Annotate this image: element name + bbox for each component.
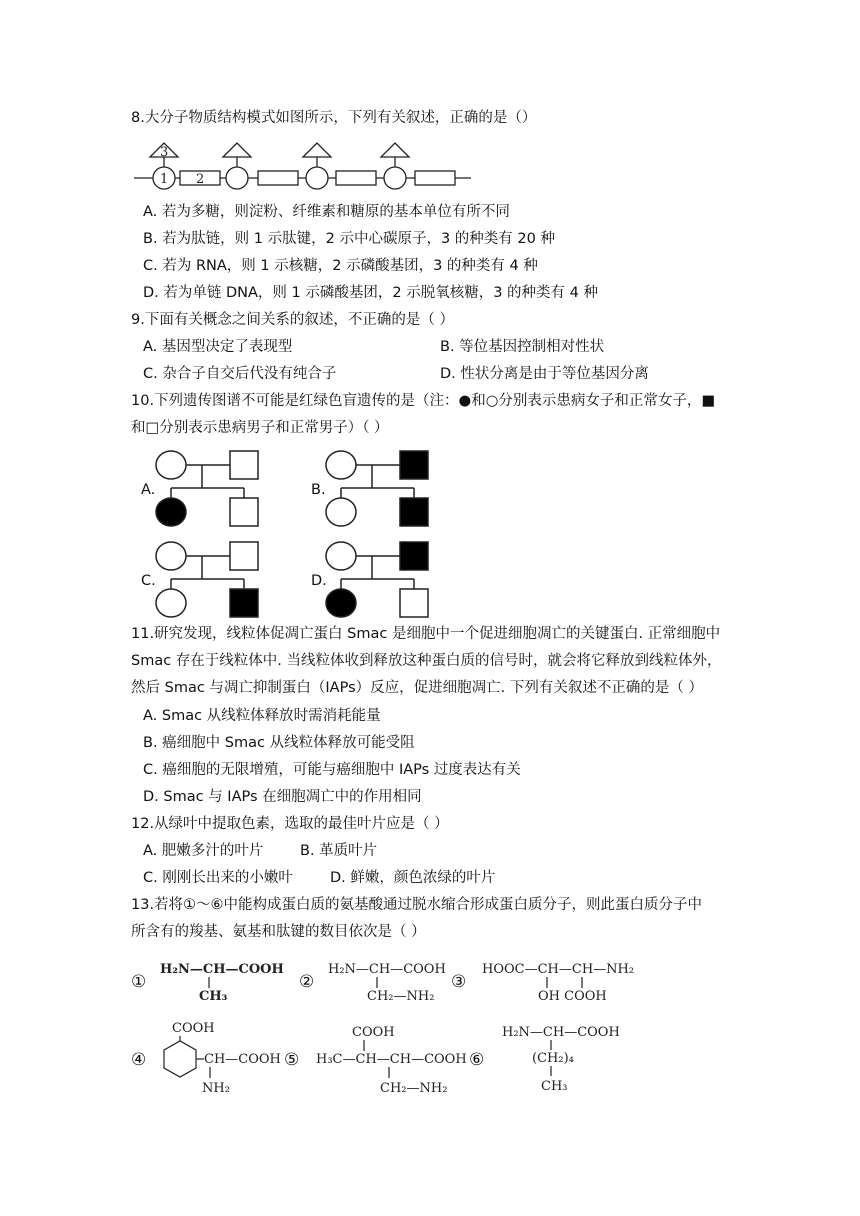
q11-stem-line1: 11.研究发现，线粒体促凋亡蛋白 Smac 是细胞中一个促进细胞凋亡的关键蛋白. 正常细胞中 [131,626,721,642]
structure-number-4: ④ [131,1050,147,1070]
q12-option-a: A. 肥嫩多汁的叶片 [143,843,264,859]
structure-3-side: OH COOH [538,989,607,1004]
q9-option-c: C. 杂合子自交后代没有纯合子 [143,366,337,382]
structure-5-top: COOH [352,1025,395,1040]
q8-stem: 8.大分子物质结构模式如图所示，下列有关叙述，正确的是（） [131,110,537,126]
structure-2-main: H₂N—CH—COOH [328,962,446,977]
structure-1-main: H₂N—CH—COOH [160,962,284,977]
q8-option-c: C. 若为 RNA，则 1 示核糖，2 示磷酸基团，3 的种类有 4 种 [143,258,538,274]
pedigree-label-c: C. [141,573,156,589]
q13-stem-line2: 所含有的羧基、氨基和肽键的数目依次是（ ） [131,924,426,940]
q12-stem: 12.从绿叶中提取色素，选取的最佳叶片应是（ ） [131,816,449,832]
q11-option-d: D. Smac 与 IAPs 在细胞凋亡中的作用相同 [143,789,422,805]
structure-number-2: ② [299,972,315,992]
structure-4-amino: NH₂ [202,1081,230,1096]
q8-option-d: D. 若为单链 DNA，则 1 示磷酸基团，2 示脱氧核糖，3 的种类有 4 种 [143,285,598,301]
q12-option-b: B. 革质叶片 [300,843,378,859]
structure-6-chain: (CH₂)₄ [532,1051,574,1066]
pedigree-label-b: B. [311,482,326,498]
q11-stem-line2: Smac 存在于线粒体中. 当线粒体收到释放这种蛋白质的信号时，就会将它释放到线粒体外， [131,653,722,669]
structure-number-1: ① [131,972,147,992]
q11-option-c: C. 癌细胞的无限增殖，可能与癌细胞中 IAPs 过度表达有关 [143,762,521,778]
diagram-label-1: 1 [160,172,169,187]
macromolecule-diagram [134,140,474,190]
pedigree-c [155,541,265,621]
q12-option-d: D. 鲜嫩，颜色浓绿的叶片 [330,870,496,886]
q11-option-b: B. 癌细胞中 Smac 从线粒体释放可能受阻 [143,735,415,751]
q9-option-d: D. 性状分离是由于等位基因分离 [440,366,649,382]
q12-option-c: C. 刚刚长出来的小嫩叶 [143,870,293,886]
structure-1-side: CH₃ [199,989,228,1004]
diagram-label-3: 3 [160,145,169,160]
structure-4-side: CH—COOH [204,1052,281,1067]
structure-number-6: ⑥ [469,1050,485,1070]
structure-2-side: CH₂—NH₂ [367,989,435,1004]
q10-stem-line2: 和□分别表示患病男子和正常男子）（ ） [131,420,389,436]
structure-3-main: HOOC—CH—CH—NH₂ [482,962,635,977]
pedigree-label-d: D. [311,573,327,589]
structure-6-side: CH₃ [541,1079,568,1094]
structure-5-side: CH₂—NH₂ [380,1081,448,1096]
structure-number-3: ③ [451,972,467,992]
structure-4-top: COOH [172,1021,215,1036]
q10-stem-line1: 10.下列遗传图谱不可能是红绿色盲遗传的是（注：●和○分别表示患病女子和正常女子，■ [131,393,716,409]
pedigree-d [325,541,435,621]
q11-stem-line3: 然后 Smac 与凋亡抑制蛋白（IAPs）反应，促进细胞凋亡. 下列有关叙述不正确的是（ ） [131,680,703,696]
q9-stem: 9.下面有关概念之间关系的叙述，不正确的是（ ） [131,312,454,328]
structure-5-main: H₃C—CH—CH—COOH [316,1052,467,1067]
q13-stem-line1: 13.若将①～⑥中能构成蛋白质的氨基酸通过脱水缩合形成蛋白质分子，则此蛋白质分子中 [131,897,703,913]
structure-6-main: H₂N—CH—COOH [502,1025,620,1040]
q8-option-b: B. 若为肽链，则 1 示肽键，2 示中心碳原子，3 的种类有 20 种 [143,231,555,247]
pedigree-a [155,450,265,530]
diagram-label-2: 2 [196,172,205,187]
amino-acid-structures [0,950,860,1110]
pedigree-label-a: A. [141,482,156,498]
q8-option-a: A. 若为多糖，则淀粉、纤维素和糖原的基本单位有所不同 [143,204,510,220]
structure-number-5: ⑤ [284,1050,300,1070]
q9-option-a: A. 基因型决定了表现型 [143,339,293,355]
pedigree-b [325,450,435,530]
q11-option-a: A. Smac 从线粒体释放时需消耗能量 [143,708,381,724]
q9-option-b: B. 等位基因控制相对性状 [440,339,605,355]
